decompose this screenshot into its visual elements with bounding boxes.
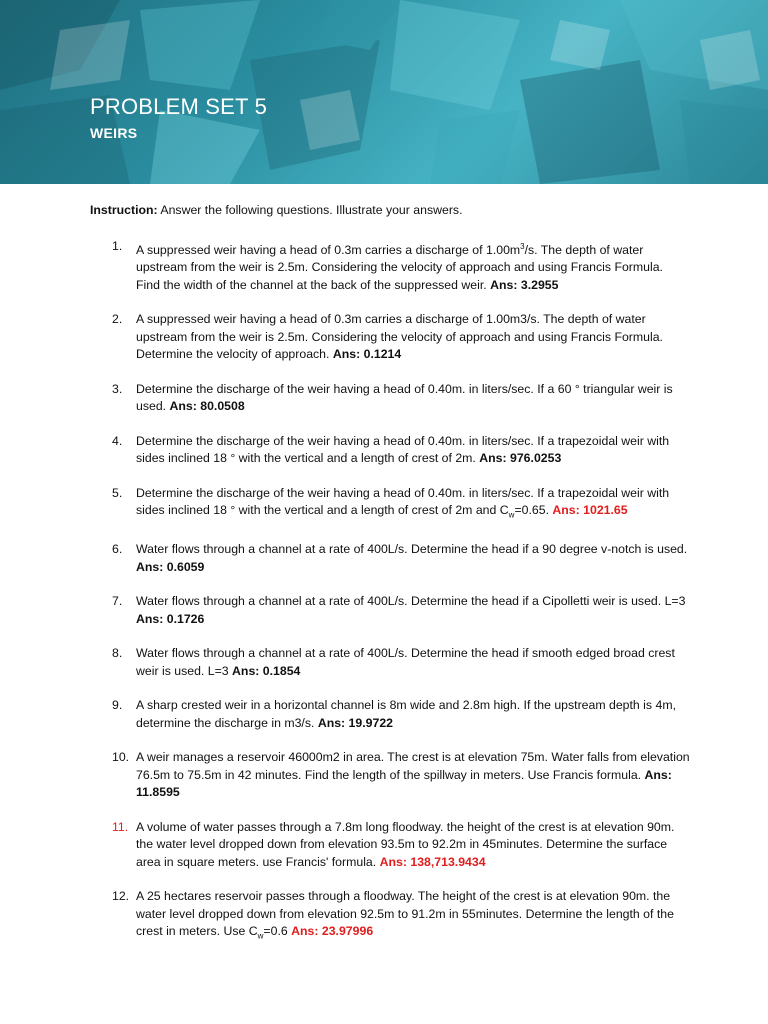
instruction-text: Answer the following questions. Illustrate your answers. [160, 203, 463, 217]
problem-text: =0.6 [263, 924, 292, 939]
problem-item [90, 311, 690, 364]
answer: Ans: 0.6059 [136, 559, 205, 574]
problem-number: 5. [112, 485, 123, 500]
problem-text: Water flows through a channel at a rate of 400L/s. Determine the head if a 90 degree v-notch is used. [136, 542, 688, 557]
problem-item [90, 697, 690, 732]
header-banner [0, 0, 768, 184]
problem-item [90, 645, 690, 680]
answer: Ans: 0.1214 [332, 347, 402, 362]
problem-number: 2. [112, 312, 123, 327]
problem-text: w [257, 931, 264, 941]
problem-text: A volume of water passes through a 7.8m long floodway. the height of the crest is at elevation 90m. the water level dropped down from elevation 93.5m to 92.2m in 45minutes. Determine the surface area in square meters. use Francis' formula. [136, 819, 675, 869]
problem-number: 9. [112, 698, 123, 713]
answer: Ans: 80.0508 [169, 399, 245, 414]
banner-pattern [0, 0, 768, 184]
answer: Ans: 138,713.9434 [379, 854, 486, 869]
problem-number: 4. [112, 433, 123, 448]
problem-text: w [508, 510, 515, 520]
problem-item [90, 888, 690, 945]
answer: Ans: 1021.65 [552, 503, 628, 518]
problem-item [90, 238, 690, 295]
problem-text: A sharp crested weir in a horizontal channel is 8m wide and 2.8m high. If the upstream depth is 4m, determine the discharge in m3/s. [136, 698, 676, 730]
problem-text: Water flows through a channel at a rate of 400L/s. Determine the head if a Cipolletti weir is used. L=3 [136, 594, 686, 609]
document-body [90, 202, 690, 962]
problem-number: 7. [112, 594, 123, 609]
problem-number: 12. [112, 889, 130, 904]
problem-item [90, 819, 690, 872]
problem-text: A suppressed weir having a head of 0.3m carries a discharge of 1.00m [136, 242, 521, 257]
answer: Ans: 23.97996 [291, 924, 374, 939]
page-title: PROBLEM SET 5 [90, 94, 268, 119]
problem-number: 10. [112, 750, 130, 765]
problem-item [90, 593, 690, 628]
problem-number: 1. [112, 238, 123, 253]
problem-text: Determine the discharge of the weir having a head of 0.40m. in liters/sec. If a trapezoidal weir with sides inclined 18 ° with the vertical and a length of crest of 2m and C [136, 485, 670, 518]
problem-text: 3 [520, 241, 525, 251]
problem-text: Determine the discharge of the weir having a head of 0.40m. in liters/sec. If a 60 ° triangular weir is used. [136, 381, 673, 414]
problem-text: A 25 hectares reservoir passes through a floodway. The height of the crest is at elevation 90m. the water level dropped down from elevation 92.5m to 91.2m in 55minutes. Determine the length of the crest in meters. Use C [136, 889, 674, 939]
problem-list [90, 238, 690, 946]
answer: Ans: 0.1726 [136, 611, 205, 626]
problem-item [90, 541, 690, 576]
problem-text: Water flows through a channel at a rate of 400L/s. Determine the head if smooth edged broad crest weir is used. L=3 [136, 646, 675, 678]
answer: Ans: 19.9722 [317, 715, 394, 730]
page-subtitle: WEIRS [90, 125, 138, 141]
problem-number: 11. [112, 819, 129, 834]
problem-item [90, 381, 690, 416]
problem-number: 3. [112, 381, 123, 396]
problem-number: 6. [112, 542, 123, 557]
problem-text: =0.65. [514, 503, 553, 518]
problem-text: Determine the discharge of the weir having a head of 0.40m. in liters/sec. If a trapezoidal weir with sides inclined 18 ° with the vertical and a length of crest of 2m. [136, 433, 670, 466]
instruction-label: Instruction: [90, 203, 158, 217]
problem-text: A suppressed weir having a head of 0.3m carries a discharge of 1.00m3/s. The depth of water upstream from the weir is 2.5m. Considering the velocity of approach and using Francis Formula. Determine the velocity of approach. [136, 312, 663, 362]
answer: Ans: 0.1854 [232, 663, 301, 678]
problem-item [90, 485, 690, 524]
problem-text: A weir manages a reservoir 46000m2 in area. The crest is at elevation 75m. Water falls from elevation 76.5m to 75.5m in 42 minutes. Find the length of the spillway in meters. Use Francis formula. [136, 750, 690, 782]
answer: Ans: 3.2955 [490, 277, 559, 292]
problem-item [90, 433, 690, 468]
problem-number: 8. [112, 646, 123, 661]
answer: Ans: 11.8595 [136, 767, 672, 800]
answer: Ans: 976.0253 [479, 451, 562, 466]
problem-text: /s. The depth of water upstream from the weir is 2.5m. Considering the velocity of approach and using Francis Formula. Find the width of the channel at the back of the suppressed weir. [136, 242, 663, 292]
instruction [90, 202, 690, 220]
problem-item [90, 749, 690, 802]
